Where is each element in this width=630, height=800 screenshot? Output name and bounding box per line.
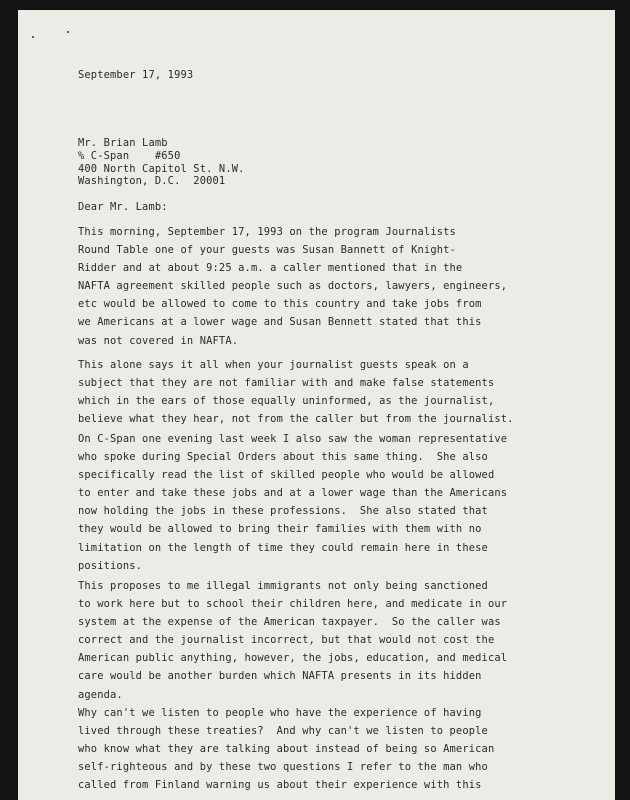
letter-date: September 17, 1993 [78,69,194,81]
text-line: who know what they are talking about instead of being so American [78,743,495,756]
paper-speck [32,36,34,38]
text-line: lived through these treaties? And why can't we listen to people [78,725,488,738]
text-line: Round Table one of your guests was Susan Bannett of Knight- [78,244,456,257]
text-line: Why can't we listen to people who have the experience of having [78,707,482,719]
text-line: they would be allowed to bring their families with them with no [78,523,482,536]
text-line: This proposes to me illegal immigrants not only being sanctioned [78,580,488,592]
text-line: etc would be allowed to come to this country and take jobs from [78,298,482,311]
address-line: % C-Span #650 [78,149,181,162]
text-line: American public anything, however, the jobs, education, and medical [78,652,508,665]
text-line: positions. [78,559,143,572]
text-line: called from Finland warning us about their experience with this [78,779,482,792]
text-line: was not covered in NAFTA. [78,334,239,347]
text-line: Ridder and at about 9:25 a.m. a caller mentioned that in the [78,262,463,275]
text-line: care would be another burden which NAFTA presents in its hidden [78,670,482,683]
address-line: Washington, D.C. 20001 [78,175,226,188]
text-line: to enter and take these jobs and at a lower wage than the Americans [78,487,508,500]
text-line: NAFTA agreement skilled people such as doctors, lawyers, engineers, [78,280,508,293]
text-line: limitation on the length of time they could remain here in these [78,541,488,554]
text-line: On C-Span one evening last week I also saw the woman representative [78,433,508,445]
text-line: who spoke during Special Orders about this same thing. She also [78,451,488,464]
text-line: we Americans at a lower wage and Susan Bennett stated that this [78,316,482,329]
paper-speck [67,31,69,33]
letter-page [18,10,615,800]
text-line: subject that they are not familiar with and make false statements [78,377,495,390]
paragraph [78,356,514,428]
paragraph [78,430,507,575]
text-line: self-righteous and by these two questions I refer to the man who [78,761,488,774]
text-line: specifically read the list of skilled people who would be allowed [78,469,495,482]
text-line: agenda. [78,688,123,701]
paragraph [78,704,494,794]
text-line: to work here but to school their children here, and medicate in our [78,598,508,611]
text-line: which in the ears of those equally uninformed, as the journalist, [78,395,495,408]
text-line: now holding the jobs in these professions. She also stated that [78,505,488,518]
paragraph [78,223,507,350]
text-line: believe what they hear, not from the caller but from the journalist. [78,413,514,426]
recipient-address [78,137,245,188]
address-line: Mr. Brian Lamb [78,137,168,149]
text-line: system at the expense of the American taxpayer. So the caller was [78,616,501,629]
text-line: correct and the journalist incorrect, but that would not cost the [78,634,495,647]
text-line: This morning, September 17, 1993 on the program Journalists [78,226,456,238]
text-line: This alone says it all when your journalist guests speak on a [78,359,469,371]
salutation: Dear Mr. Lamb: [78,201,168,213]
address-line: 400 North Capitol St. N.W. [78,162,245,175]
paragraph [78,577,507,704]
